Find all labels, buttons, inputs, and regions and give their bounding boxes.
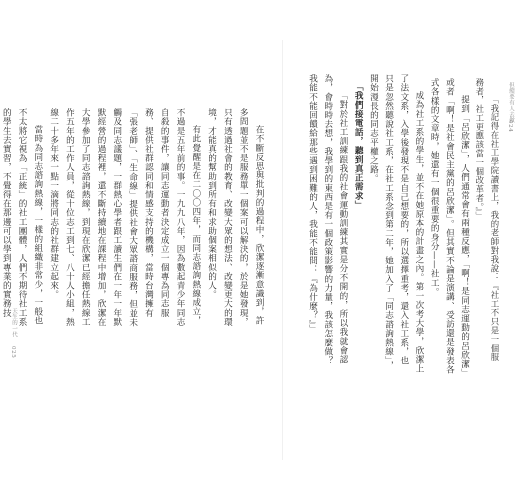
paragraph: 在不斷反思與批判的過程中，欣潔逐漸意識到，許多問題並不是服務單一個案可以解決的，於是她發現，只有透過社會的教育、改變大眾的想法、改變更大的環境，才能真的幫助到所有和求助個案相似的人。 <box>206 108 264 327</box>
page-number-left: 025 <box>10 346 16 359</box>
paragraph: 成為社工系的學生，並不在她原本的計畫之內。第一次考大學，欣潔上了法文系，入學後發現不是自己想要的，所以選擇重考，還入社工系，也只是忽然聽說社工系，在社工系念到第二年，她加入了「同志諮詢熱線」，開始漫長的同志平權之路。 <box>368 74 424 374</box>
paragraph: 有此覺醒是在二〇〇四年，而同志諮詢熱線成立，不過是五年前的事。一九九八年，因為數起青少年同志自殺的事件，讓同志運動者決定成立一個專為同志服務、提供社群認同和情感支持的機構，當時台灣擁有「張老師」、「生命線」提供社會大眾諮商服務，但並未觸及同志議題，一群熱心學者跟工讀生們在一年一年默默經營的過程裡，還不斷持續地在課程中增加，欣潔在大學參加了同志諮詢熱線，到現在欣潔已經擔任熱線工作五年的工作人員，從十位志工到七、八十人小組，熱線二十多年來一點一滴將同志的社群建立起來。 <box>48 108 201 327</box>
gutter <box>282 40 283 460</box>
section-heading: 「我們接電話，聽到真正需求」 <box>353 82 364 210</box>
paragraph: 「對於社工訓練跟我的社會運動訓練其實是分不開的，所以我就會認為，會時時去想，我學到的東西是有一個政策影響的力量，我該怎麼做？我能不能回饋給那些遇到困難的人，我能不能問：『為什麼？』」 <box>307 74 348 366</box>
page-number-right: 024 <box>507 120 513 133</box>
running-head-right: 但總要有人去做 <box>508 82 514 124</box>
paragraph: 當時為同志諮詢熱線，一樣的組織非常少，一般也不太將它視為「正統」的社工團體，人們不期待社工系的學生去實習，不覺得在那邊可以學到專業的實務技 <box>1 108 43 327</box>
opening-quote: 「我記得在社工學院讀書上，我的老師對我說：『社工不只是一個服務者，社工更應該當一個改革者。』」 <box>474 78 500 362</box>
running-head-left: 天生的一代 <box>11 308 17 338</box>
right-page-text <box>296 74 502 374</box>
paragraph: 提到「呂欣潔」，人們通常會有兩種反應，「啊！是同志運動的呂欣潔」或者「啊！是社會民主黨的呂欣潔」。但其實不論是演講、受訪還是發表各式各樣的文章時，她還有一個很重要的身分——社工。 <box>429 78 470 374</box>
